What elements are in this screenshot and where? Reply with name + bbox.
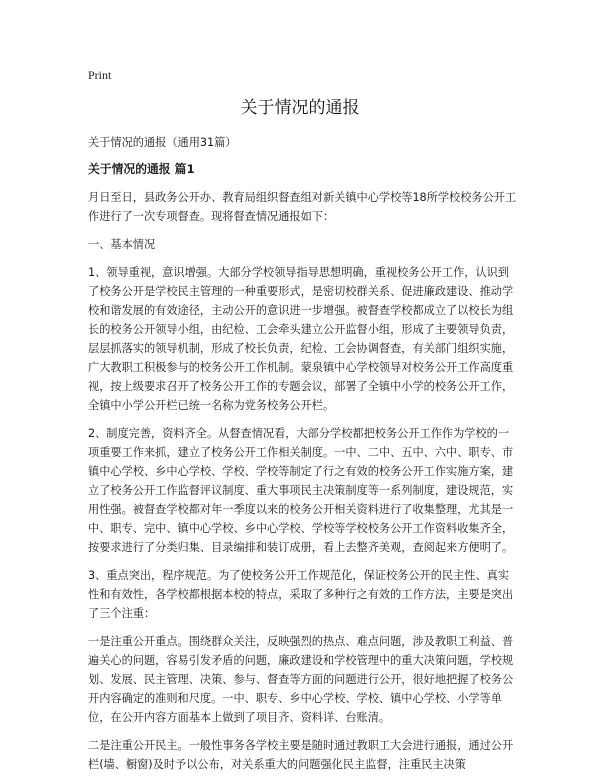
section-heading: 关于情况的通报 篇1 — [88, 162, 195, 176]
paragraph-intro: 月日至日，县政务公开办、教育局组织督查组对新关镇中心学校等18所学校校务公开工作进行了一次专项督查。现将督查情况通报如下： — [88, 191, 517, 223]
article-body — [88, 133, 518, 783]
page-title: 关于情况的通报 — [240, 98, 360, 118]
paragraph-item-3: 3、重点突出，程序规范。为了使校务公开工作规范化，保证校务公开的民主性、真实性和有效性，各学校都根据本校的特点，采取了多种行之有效的工作方法，主要是突出了三个注重： — [88, 569, 514, 620]
paragraph-item-2: 2、制度完善，资料齐全。从督查情况看，大部分学校都把校务公开工作作为学校的一项重要工作来抓，建立了校务公开工作相关制度。一中、二中、五中、六中、职专、市镇中心学校、乡中心学校、学校、学校等制定了行之有效的校务公开工作实施方案，建立了校务公开工作监督评议制度、重大事项民主决策制度等一系列制度，建设规范，实用性强。被督查学校都对年一季度以来的校务公开相关资料进行了收集整理，尤其是一中、职专、完中、镇中心学校、乡中心学校、学校等学校校务公开工作资料收集齐全，按要求进行了分类归集、目录编排和装订成册，看上去整齐美观，查阅起来方便明了。 — [88, 427, 514, 554]
article-subtitle: 关于情况的通报（通用31篇） — [88, 136, 237, 149]
paragraph-point-2: 二是注重公开民主。一般性事务各学校主要是随时通过教职工大会进行通报，通过公开栏(墙、橱窗)及时予以公布，对关系重大的问题强化民主监督，注重民主决策 — [88, 739, 514, 771]
paragraph-item-1: 1、领导重视，意识增强。大部分学校领导指导思想明确，重视校务公开工作，认识到了校务公开是学校民主管理的一种重要形式，是密切校群关系、促进廉政建设、推动学校和谐发展的有效途径，主动公开的意识进一步增强。被督查学校都成立了以校长为组长的校务公开领导小组，由纪检、工会牵头建立公开监督小组，形成了主要领导负责，层层抓落实的领导机制，形成了校长负责，纪检、工会协调督查，有关部门组织实施，广大教职工积极参与的校务公开工作机制。蒙泉镇中心学校领导对校务公开工作高度重视，按上级要求召开了校务公开工作的专题会议，部署了全镇中小学的校务公开工作，全镇中小学公开栏已统一名称为党务校务公开栏。 — [88, 266, 514, 412]
print-link[interactable]: Print — [88, 68, 112, 82]
paragraph-point-1: 一是注重公开重点。围绕群众关注，反映强烈的热点、难点问题，涉及教职工利益、普遍关心的问题，容易引发矛盾的问题，廉政建设和学校管理中的重大决策问题，学校规划、发展、民主管理、决策、参与、督查等方面的问题进行公开，很好地把握了校务公开内容确定的准则和尺度。一中、职专、乡中心学校、学校、镇中心学校、小学等单位，在公开内容方面基本上做到了项目齐、资料详、台账清。 — [88, 635, 514, 724]
paragraph-section-title: 一、基本情况 — [88, 238, 156, 251]
